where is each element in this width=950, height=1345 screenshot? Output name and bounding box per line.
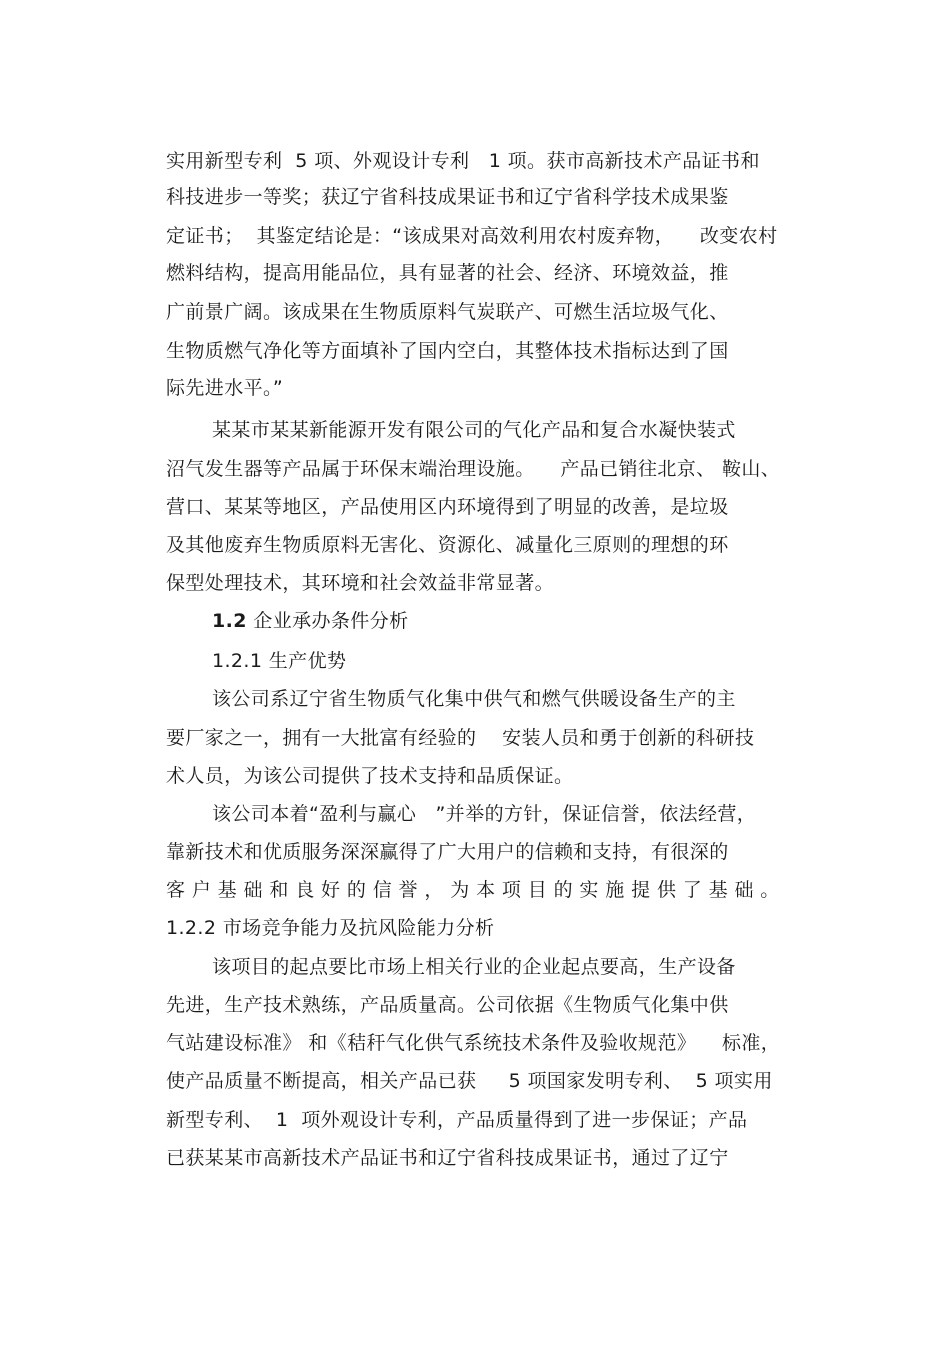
text-line: 生物质燃气净化等方面填补了国内空白，其整体技术指标达到了国 bbox=[166, 340, 729, 362]
text-line: 保型处理技术，其环境和社会效益非常显著。 bbox=[166, 572, 555, 594]
text-line: 实用新型专利 5 项、外观设计专利 1 项。获市高新技术产品证书和 bbox=[166, 150, 760, 172]
text-line: 已获某某市高新技术产品证书和辽宁省科技成果证书，通过了辽宁 bbox=[166, 1147, 729, 1169]
text-line: 靠新技术和优质服务深深赢得了广大用户的信赖和支持，有很深的 bbox=[166, 841, 729, 863]
text-line: 该项目的起点要比市场上相关行业的企业起点要高，生产设备 bbox=[212, 956, 736, 978]
text-line: 某某市某某新能源开发有限公司的气化产品和复合水凝快装式 bbox=[212, 419, 736, 441]
text-line: 营口、某某等地区，产品使用区内环境得到了明显的改善，是垃圾 bbox=[166, 496, 729, 518]
text-line: 要厂家之一，拥有一大批富有经验的 安装人员和勇于创新的科研技 bbox=[166, 727, 755, 749]
text-line: 科技进步一等奖；获辽宁省科技成果证书和辽宁省科学技术成果鉴 bbox=[166, 186, 729, 208]
text-line: 客 户 基 础 和 良 好 的 信 誉 ， 为 本 项 目 的 实 施 提 供 了 基 础 。 bbox=[166, 879, 780, 901]
text-line: 广前景广阔。该成果在生物质原料气炭联产、可燃生活垃圾气化、 bbox=[166, 301, 729, 323]
text-line: 术人员，为该公司提供了技术支持和品质保证。 bbox=[166, 765, 574, 787]
text-line: 及其他废弃生物质原料无害化、资源化、减量化三原则的理想的环 bbox=[166, 534, 729, 556]
text-line: 新型专利、 1 项外观设计专利，产品质量得到了进一步保证；产品 bbox=[166, 1109, 748, 1131]
text-line: 定证书； 其鉴定结论是：“该成果对高效利用农村废弃物， 改变农村 bbox=[166, 225, 778, 247]
text-line: 该公司系辽宁省生物质气化集中供气和燃气供暖设备生产的主 bbox=[212, 688, 736, 710]
section-title: 企业承办条件分析 bbox=[246, 610, 409, 632]
section-heading bbox=[212, 605, 409, 637]
section-number: 1.2 bbox=[212, 610, 247, 632]
text-line: 该公司本着“盈利与赢心 ”并举的方针，保证信誉，依法经营， bbox=[212, 803, 757, 825]
text-line: 沼气发生器等产品属于环保末端治理设施。 产品已销往北京、 鞍山、 bbox=[166, 458, 781, 480]
subsection-heading: 1.2.1 生产优势 bbox=[212, 650, 347, 672]
text-line: 先进，生产技术熟练，产品质量高。公司依据《生物质气化集中供 bbox=[166, 994, 729, 1016]
text-line: 使产品质量不断提高，相关产品已获 5 项国家发明专利、 5 项实用 bbox=[166, 1070, 773, 1092]
text-line: 气站建设标准》 和《秸秆气化供气系统技术条件及验收规范》 标准， bbox=[166, 1032, 781, 1054]
text-line: 燃料结构，提高用能品位，具有显著的社会、经济、环境效益，推 bbox=[166, 262, 729, 284]
subsection-heading: 1.2.2 市场竞争能力及抗风险能力分析 bbox=[166, 917, 495, 939]
text-line: 际先进水平。” bbox=[166, 377, 284, 399]
